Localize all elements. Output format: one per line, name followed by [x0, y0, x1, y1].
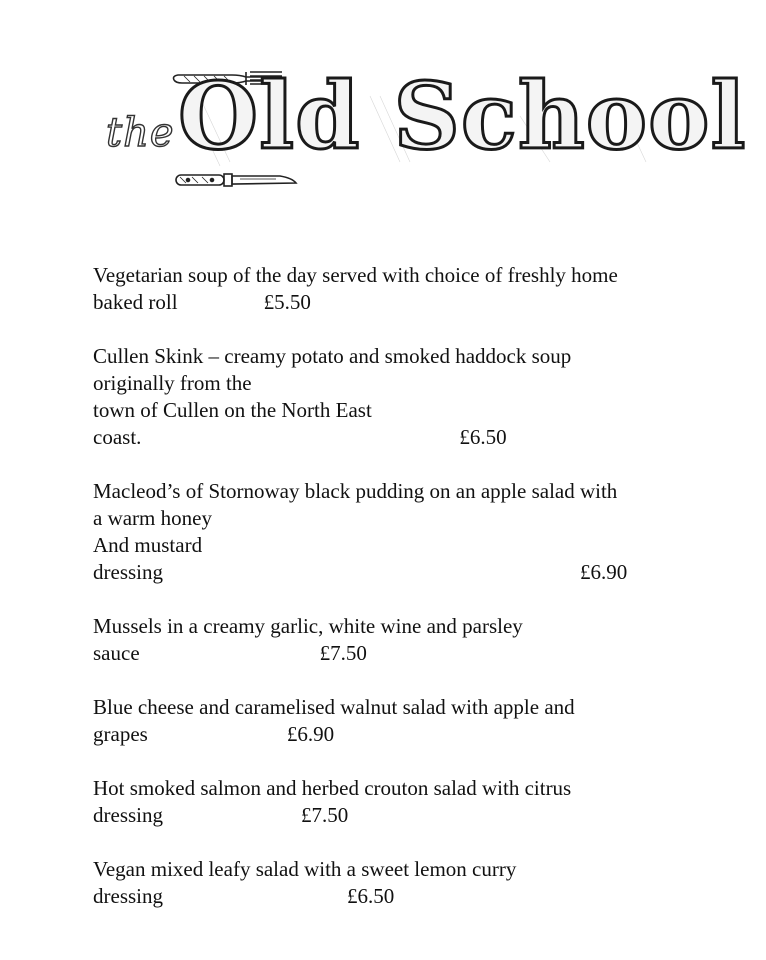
item-description-line: dressing	[93, 884, 163, 908]
item-price: £7.50	[319, 641, 367, 665]
item-price: £5.50	[263, 290, 311, 314]
item-description-line: a warm honey	[93, 506, 212, 530]
item-description-line: Vegan mixed leafy salad with a sweet lemon curry	[93, 857, 517, 881]
item-description-line: baked roll	[93, 290, 178, 314]
item-description-line: dressing	[93, 803, 163, 827]
item-price: £6.90	[286, 722, 335, 746]
menu-item-vegan-salad	[93, 856, 713, 910]
item-description-line: Vegetarian soup of the day served with choice of freshly home	[93, 263, 618, 287]
item-description-line: dressing	[93, 560, 163, 584]
item-description-line: originally from the	[93, 371, 252, 395]
menu-item-veg-soup	[93, 262, 713, 316]
menu-item-blue-cheese-salad	[93, 694, 713, 748]
item-description-line: And mustard	[93, 533, 203, 557]
starters-menu	[93, 262, 713, 937]
item-description-line: Macleod’s of Stornoway black pudding on an apple salad with	[93, 479, 618, 503]
item-description-line: Hot smoked salmon and herbed crouton salad with citrus	[93, 776, 572, 800]
item-description-line: coast.	[93, 425, 142, 449]
item-price: £6.90	[580, 560, 628, 584]
menu-item-black-pudding	[93, 478, 713, 586]
knife-icon	[176, 174, 296, 186]
item-description-line: town of Cullen on the North East	[93, 398, 372, 422]
item-description-line: Blue cheese and caramelised walnut salad with apple and	[93, 695, 575, 719]
item-description-line: grapes	[93, 722, 148, 746]
menu-item-cullen-skink	[93, 343, 713, 451]
item-price: £6.50	[459, 425, 507, 449]
item-description-line: Cullen Skink – creamy potato and smoked haddock soup	[93, 344, 572, 368]
item-price: £6.50	[347, 884, 395, 908]
item-description-line: Mussels in a creamy garlic, white wine and parsley	[93, 614, 523, 638]
logo-title-text: Old School	[178, 62, 747, 170]
menu-item-mussels	[93, 613, 713, 667]
item-description-line: sauce	[93, 641, 140, 665]
logo-the-text: the	[106, 110, 175, 156]
menu-item-smoked-salmon-salad	[93, 775, 713, 829]
restaurant-logo	[100, 62, 747, 196]
item-price: £7.50	[301, 803, 349, 827]
